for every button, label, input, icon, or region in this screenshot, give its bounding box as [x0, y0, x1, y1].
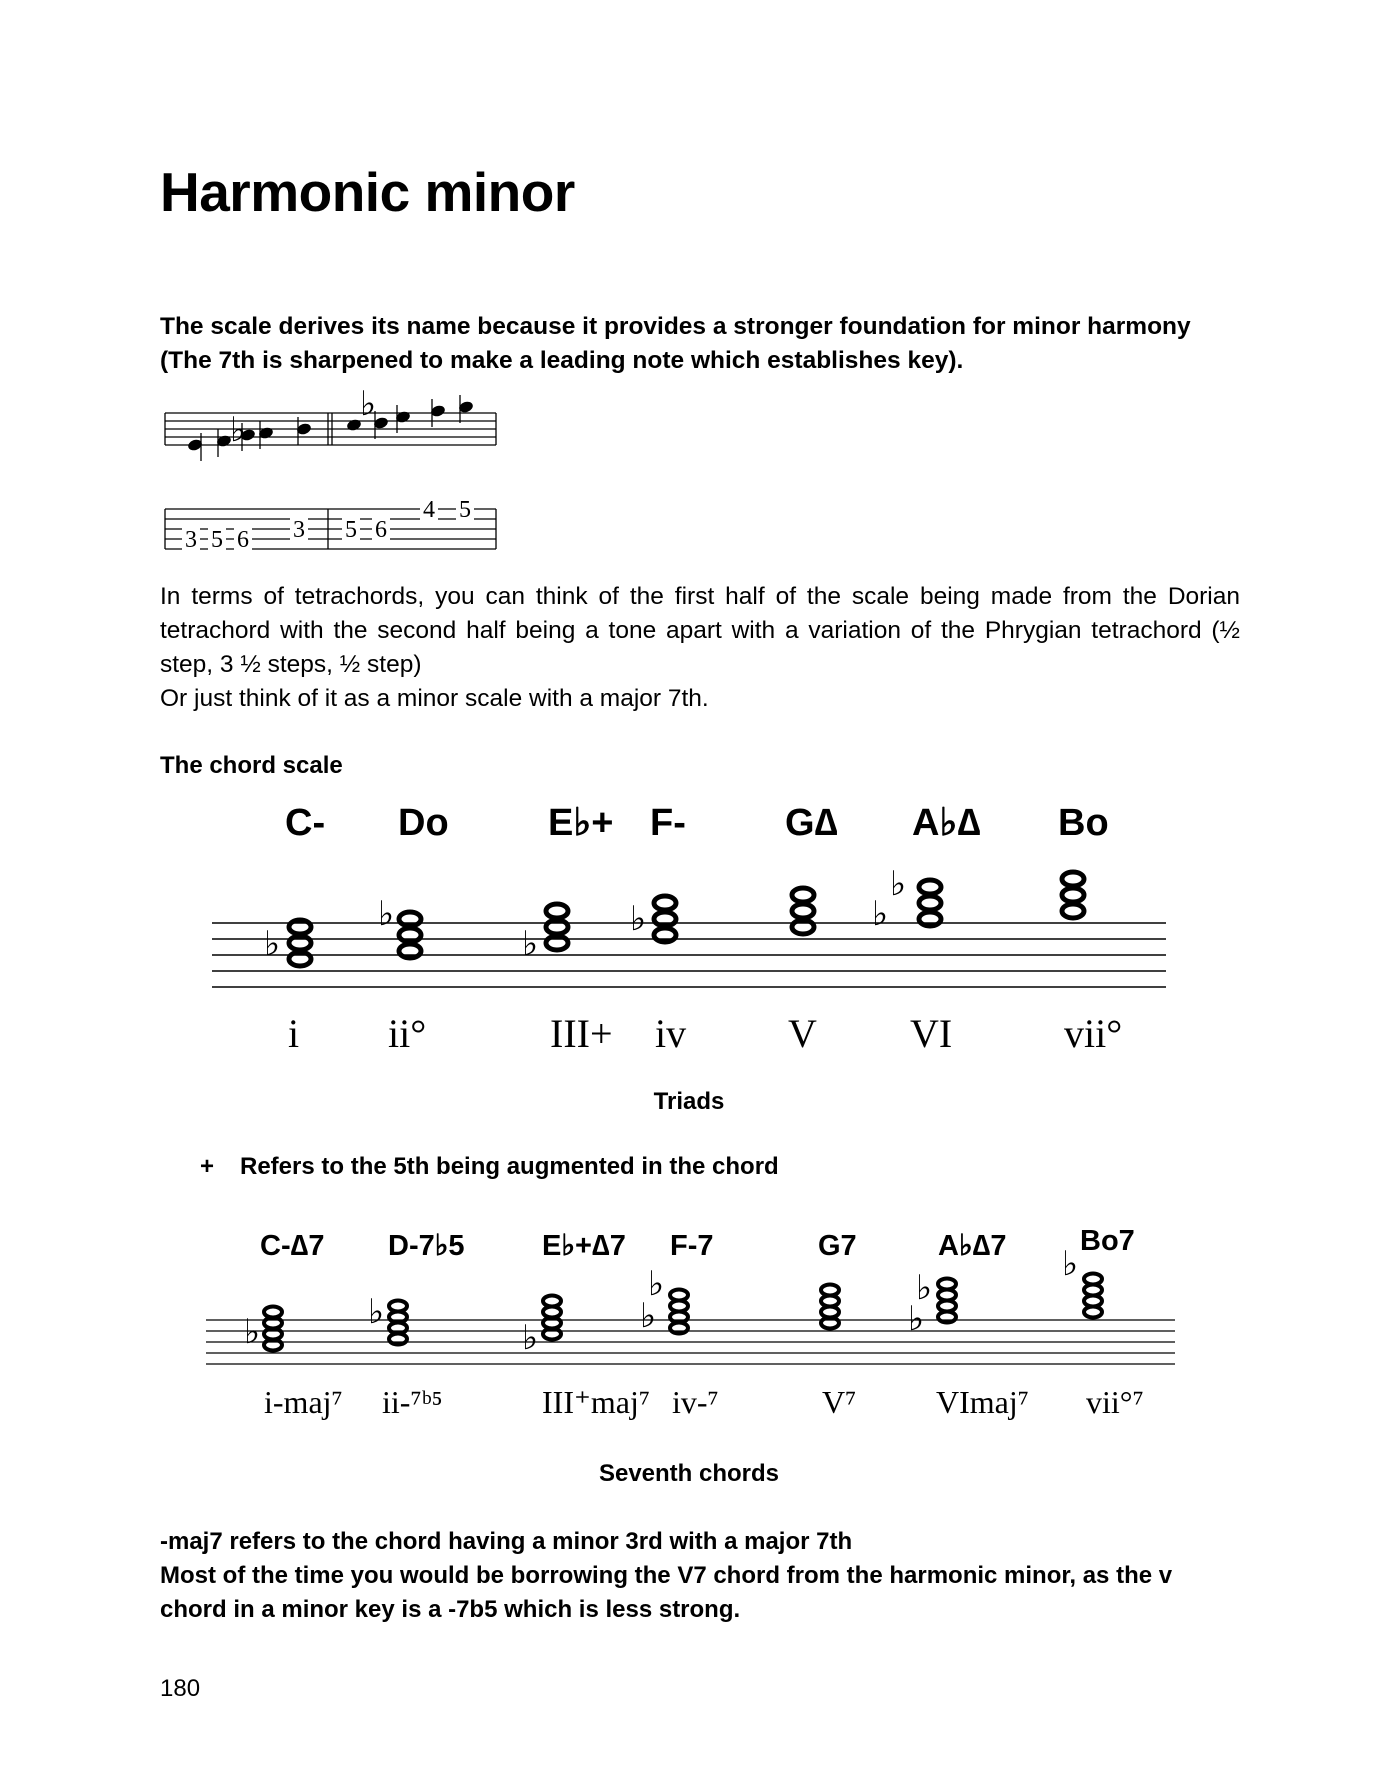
- triad-numeral: VI: [910, 1011, 953, 1056]
- seventh-numeral: i-maj⁷: [264, 1384, 343, 1420]
- svg-text:♭: ♭: [872, 894, 889, 934]
- seventh-numeral: ii-⁷ᵇ⁵: [382, 1384, 443, 1420]
- page-number: 180: [160, 1675, 201, 1702]
- triad-name: Bo: [1058, 802, 1109, 844]
- svg-text:♭: ♭: [378, 894, 395, 934]
- triad-numeral: ii°: [388, 1011, 427, 1056]
- augmented-note-text: Refers to the 5th being augmented in the chord: [240, 1153, 779, 1180]
- triad-name: A♭∆: [912, 802, 981, 844]
- intro-text: The scale derives its name because it provides a stronger foundation for minor harmony (The 7th is sharpened to make a leading note which establishes key).: [160, 313, 1191, 374]
- svg-text:♭: ♭: [522, 924, 539, 964]
- svg-text:♭: ♭: [244, 1312, 261, 1352]
- tab-fret: 3: [185, 527, 197, 553]
- svg-text:♭: ♭: [360, 385, 377, 424]
- svg-text:♭: ♭: [368, 1292, 385, 1332]
- sevenths-notation: [200, 1215, 1180, 1445]
- augmented-note: [200, 1153, 779, 1181]
- triad-name: F-: [650, 802, 686, 844]
- seventh-name: D-7♭5: [388, 1230, 465, 1262]
- triads-caption: Triads: [653, 1088, 725, 1115]
- seventh-name: C-∆7: [260, 1230, 325, 1262]
- seventh-name: F-7: [670, 1230, 714, 1262]
- tab-fret: 5: [345, 517, 357, 543]
- triad-numeral: III+: [550, 1011, 613, 1056]
- svg-text:♭: ♭: [1062, 1244, 1079, 1284]
- svg-text:♭: ♭: [908, 1299, 925, 1339]
- seventh-numeral: iv-⁷: [672, 1384, 719, 1420]
- tetrachord-paragraph: [160, 580, 1240, 716]
- svg-text:♭: ♭: [890, 864, 907, 904]
- svg-text:♭: ♭: [522, 1318, 539, 1358]
- footer-line-1: -maj7 refers to the chord having a minor 3rd with a major 7th: [160, 1528, 853, 1555]
- triad-numeral: V: [788, 1011, 817, 1056]
- footer-notes: [160, 1525, 1240, 1627]
- triad-numeral: vii°: [1064, 1011, 1123, 1056]
- footer-line-2: Most of the time you would be borrowing the V7 chord from the harmonic minor, as the v chord in a minor key is a -7b5 which is less strong.: [160, 1562, 1173, 1623]
- sevenths-caption: Seventh chords: [598, 1460, 780, 1487]
- seventh-name: E♭+∆7: [542, 1230, 626, 1262]
- seventh-name: G7: [818, 1230, 857, 1262]
- seventh-numeral: III⁺maj⁷: [542, 1384, 650, 1420]
- seventh-numeral: VImaj⁷: [936, 1384, 1029, 1420]
- scale-notation: [160, 385, 500, 575]
- paragraph-1: In terms of tetrachords, you can think of the first half of the scale being made from the Dorian tetrachord with the second half being a tone apart with a variation of the Phrygian tetrachord (½ step, 3 ½ steps, ½ step): [160, 583, 1240, 678]
- svg-text:♭: ♭: [648, 1264, 665, 1304]
- paragraph-2: Or just think of it as a minor scale with a major 7th.: [160, 685, 709, 712]
- plus-symbol: +: [200, 1153, 215, 1180]
- triad-name: Do: [398, 802, 449, 844]
- tab-fret: 6: [237, 527, 249, 553]
- svg-text:♭: ♭: [630, 899, 647, 939]
- svg-text:♭: ♭: [264, 924, 281, 964]
- svg-text:♭: ♭: [916, 1268, 933, 1308]
- seventh-numeral: vii°⁷: [1086, 1384, 1144, 1420]
- triad-name: E♭+: [548, 802, 614, 844]
- triad-numeral: iv: [655, 1011, 687, 1056]
- seventh-numeral: V⁷: [822, 1384, 857, 1420]
- svg-text:♭: ♭: [230, 410, 247, 450]
- chord-scale-heading: The chord scale: [160, 752, 343, 779]
- page-title: Harmonic minor: [160, 161, 575, 223]
- tab-fret: 4: [423, 497, 435, 523]
- triads-notation: [200, 795, 1180, 1075]
- seventh-name: A♭∆7: [938, 1230, 1007, 1262]
- tab-fret: 5: [459, 497, 471, 523]
- seventh-name: Bo7: [1080, 1225, 1135, 1257]
- triad-name: C-: [285, 802, 326, 844]
- svg-text:♭: ♭: [640, 1296, 657, 1336]
- tab-fret: 5: [211, 527, 223, 553]
- triad-name: G∆: [785, 802, 838, 844]
- tab-fret: 3: [293, 517, 305, 543]
- triad-numeral: i: [288, 1011, 300, 1056]
- tab-fret: 6: [375, 517, 387, 543]
